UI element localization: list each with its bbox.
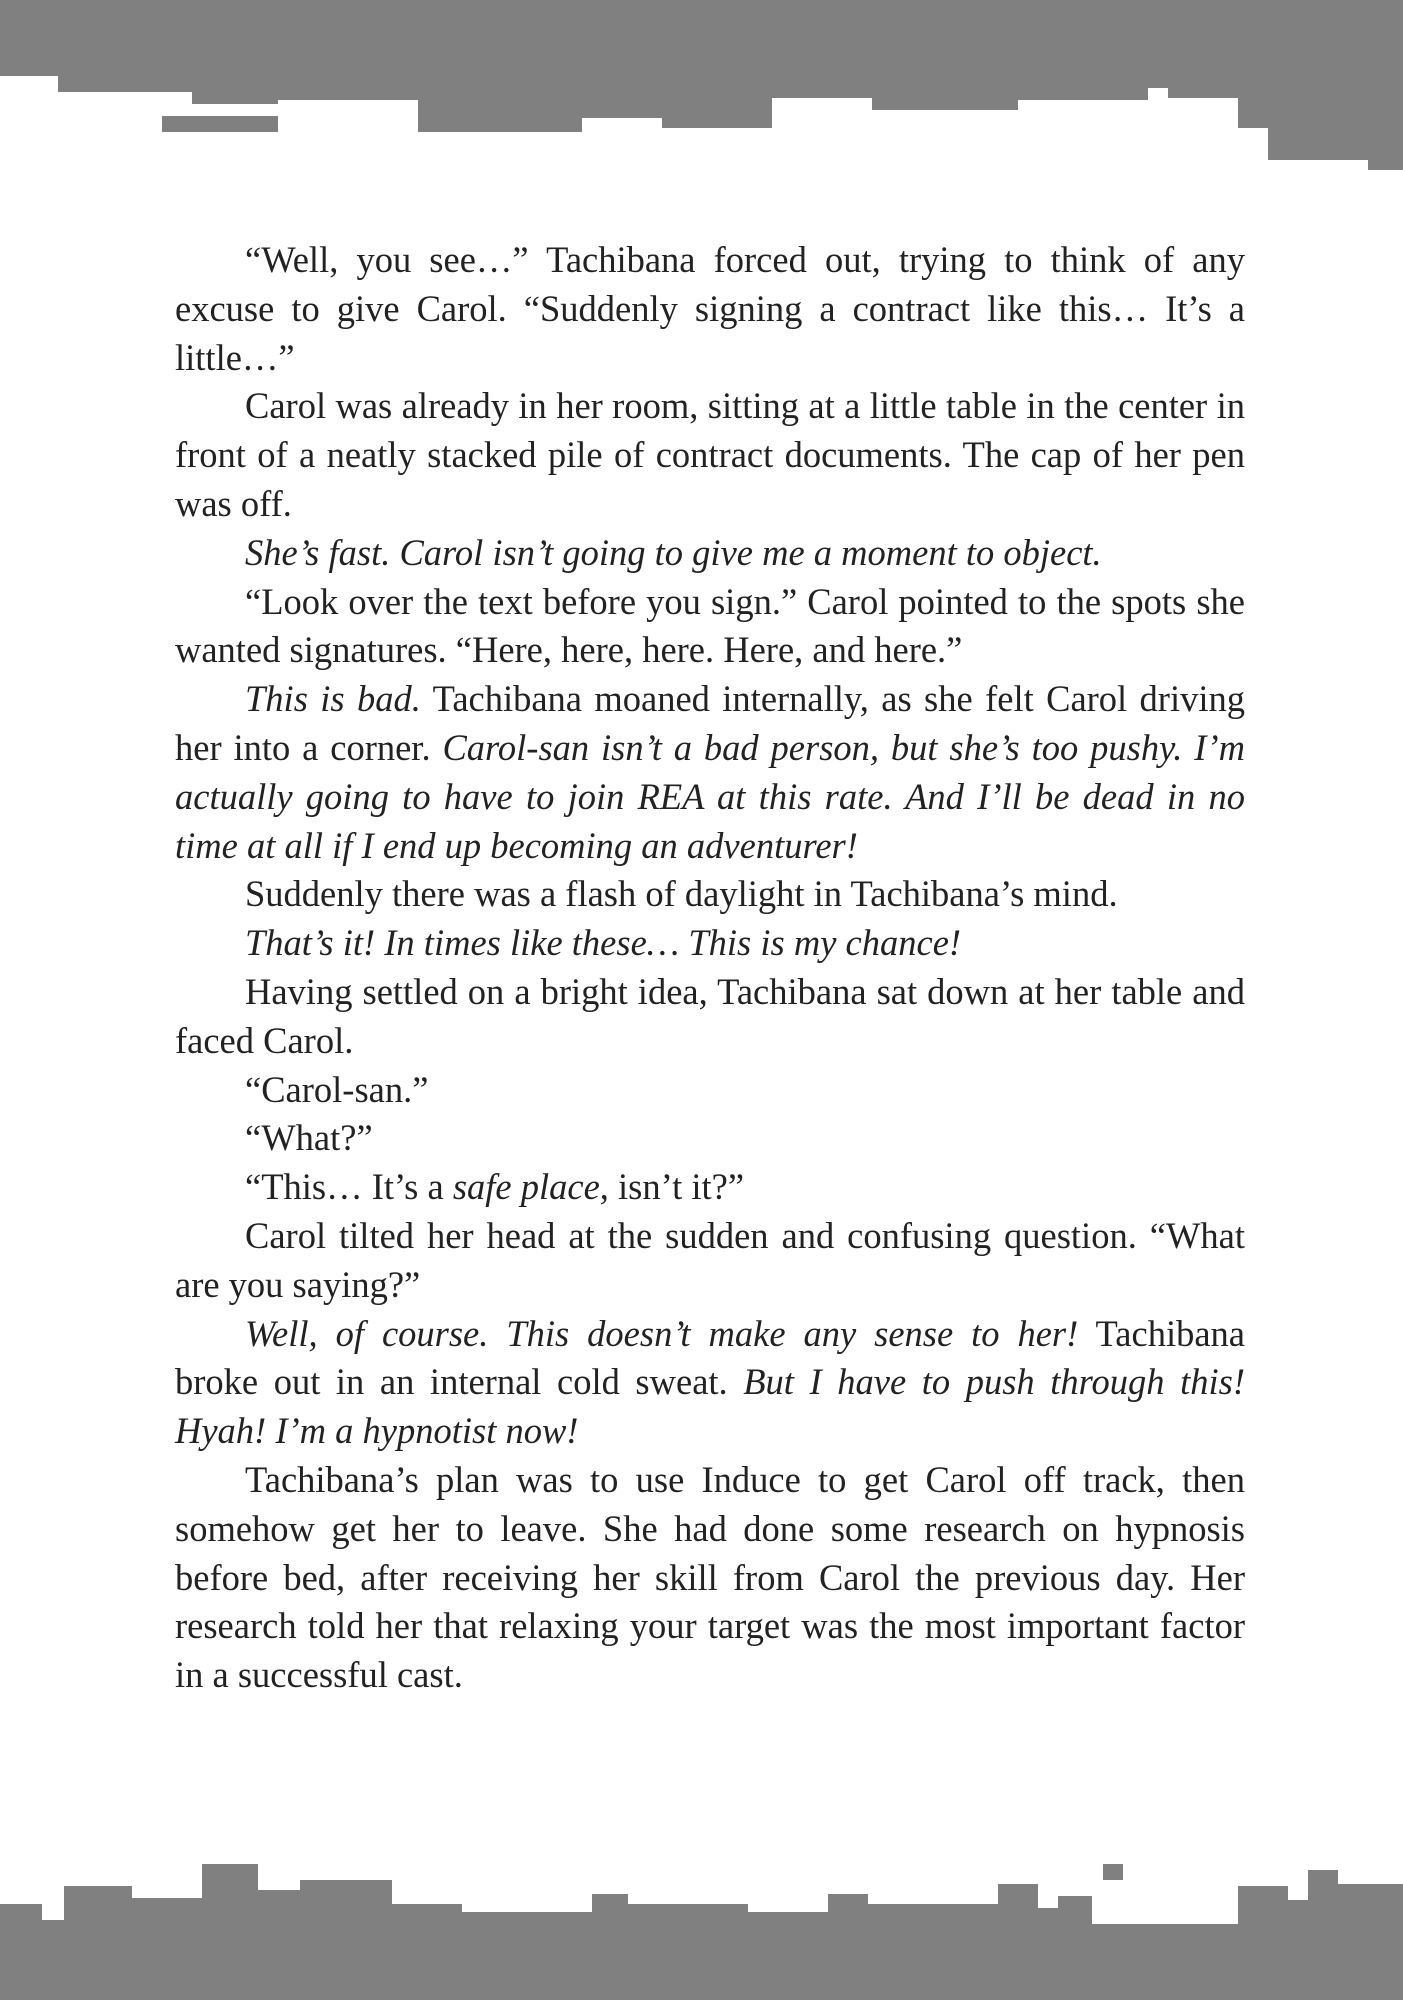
text-span: Carol was already in her room, sitting at a little table in the center in front of a neatly stacked pile of contract documents. The cap of her pen was off. (175, 385, 1245, 524)
paragraph (175, 1310, 1245, 1456)
paragraph (175, 1066, 1245, 1115)
paragraph (175, 578, 1245, 676)
bottom-pixel-block (1103, 1864, 1123, 1880)
paragraph (175, 675, 1245, 870)
text-span: “Carol-san.” (245, 1068, 429, 1110)
italic-text: safe place (452, 1166, 600, 1208)
paragraph (175, 1114, 1245, 1163)
italic-text: Well, of course. This doesn’t make any sense to her! (245, 1312, 1079, 1354)
text-span: “This… It’s a (245, 1166, 453, 1208)
paragraph (175, 382, 1245, 528)
text-span: Carol tilted her head at the sudden and confusing question. “What are you saying?” (175, 1214, 1245, 1305)
text-span: Suddenly there was a flash of daylight in Tachibana’s mind. (245, 873, 1118, 915)
page-text (175, 236, 1245, 1700)
paragraph (175, 1163, 1245, 1212)
text-span: , isn’t it?” (599, 1166, 745, 1208)
bottom-pixel-border-shape (0, 1864, 1403, 2000)
italic-text: She’s fast. Carol isn’t going to give me a moment to object. (245, 531, 1102, 573)
italic-text: Carol-san isn’t a bad person, but she’s too pushy. I’m actually going to have to join REA at this rate. And I’ll be dead in no time at all if I end up becoming an adventurer! (175, 726, 1245, 866)
paragraph (175, 529, 1245, 578)
text-span: “Look over the text before you sign.” Carol pointed to the spots she wanted signatures. “Here, here, here. Here, and here.” (175, 580, 1245, 671)
text-span: “What?” (245, 1117, 373, 1159)
italic-text: This is bad. (245, 678, 421, 720)
top-pixel-block (1288, 148, 1312, 158)
text-span: Tachibana’s plan was to use Induce to get Carol off track, then somehow get her to leave. She had done some research on hypnosis before bed, after receiving her skill from Carol the previous day. Her research told her that relaxing your target was the most important factor in a successful cast. (175, 1458, 1245, 1696)
text-span: Tachibana broke out in an internal cold sweat. (175, 1312, 1245, 1403)
bottom-pixel-border (0, 1830, 1403, 2000)
italic-text: That’s it! In times like these… This is my chance! (245, 922, 962, 964)
paragraph (175, 1212, 1245, 1310)
text-span: Tachibana moaned internally, as she felt Carol driving her into a corner. (175, 678, 1245, 768)
paragraph (175, 870, 1245, 919)
italic-text: But I have to push through this! Hyah! I’m a hypnotist now! (175, 1361, 1245, 1452)
text-span: Having settled on a bright idea, Tachibana sat down at her table and faced Carol. (175, 970, 1245, 1061)
paragraph (175, 968, 1245, 1066)
paragraph (175, 919, 1245, 968)
top-pixel-border (0, 0, 1403, 170)
text-span: “Well, you see…” Tachibana forced out, trying to think of any excuse to give Carol. “Suddenly signing a contract like this… It’s a little…” (175, 239, 1245, 378)
paragraph (175, 236, 1245, 382)
top-pixel-border-shape (0, 0, 1403, 170)
paragraph (175, 1456, 1245, 1700)
